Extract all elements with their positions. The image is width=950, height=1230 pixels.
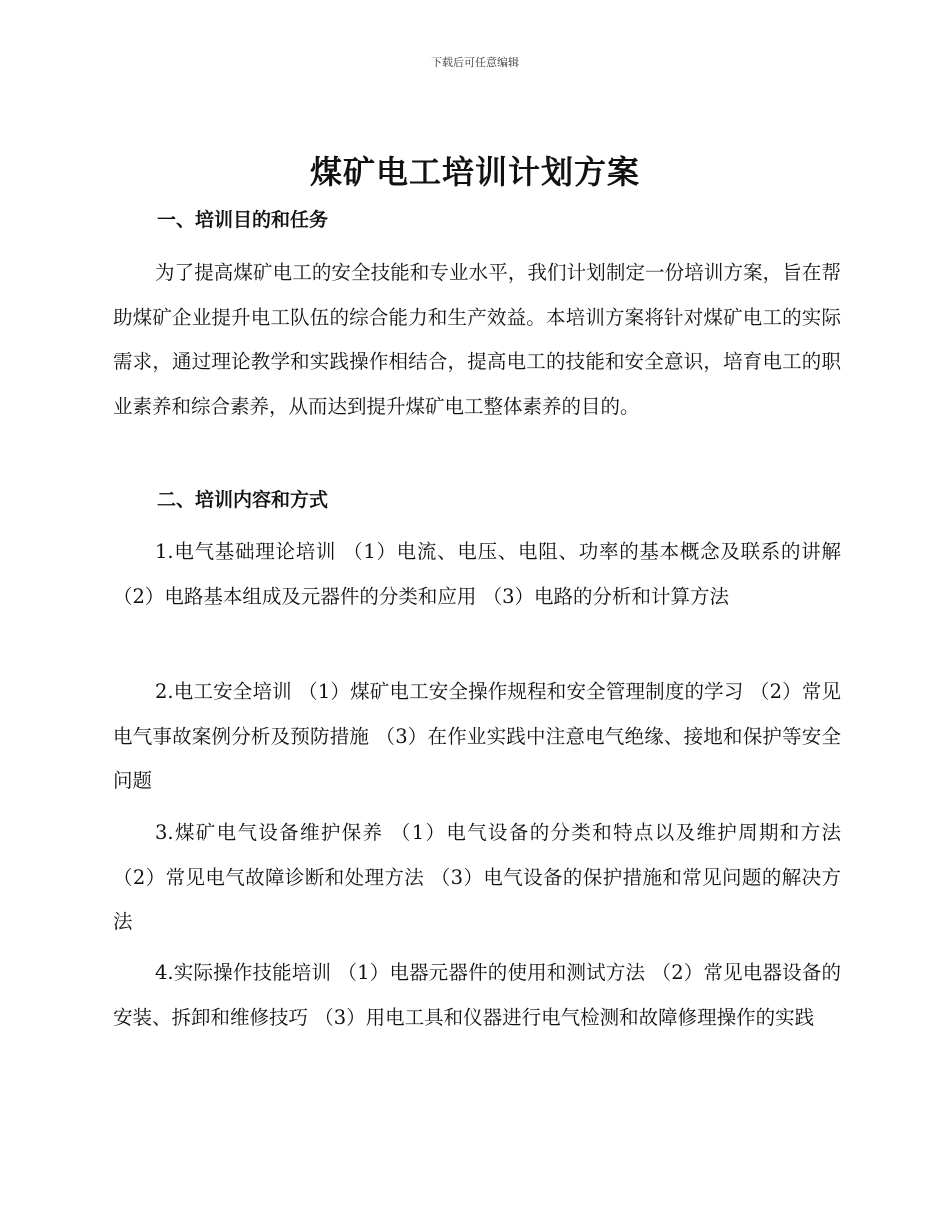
paragraph-electrical-theory: 1.电气基础理论培训 （1）电流、电压、电阻、功率的基本概念及联系的讲解 （2）电路基本组成及元器件的分类和应用 （3）电路的分析和计算方法 [113, 540, 841, 608]
document-title: 煤矿电工培训计划方案 [309, 153, 640, 191]
paragraph-practical-skills: 4.实际操作技能培训 （1）电器元器件的使用和测试方法 （2）常见电器设备的安装、拆卸和维修技巧 （3）用电工具和仪器进行电气检测和故障修理操作的实践 [113, 961, 841, 1029]
paragraph-equipment-maintenance: 3.煤矿电气设备维护保养 （1）电气设备的分类和特点以及维护周期和方法 （2）常见电气故障诊断和处理方法 （3）电气设备的保护措施和常见问题的解决方法 [113, 821, 841, 933]
section-heading-purpose: 一、培训目的和任务 [157, 209, 329, 231]
section-heading-content: 二、培训内容和方式 [157, 489, 329, 511]
paragraph-safety-training: 2.电工安全培训 （1）煤矿电工安全操作规程和安全管理制度的学习 （2）常见电气事故案例分析及预防措施 （3）在作业实践中注意电气绝缘、接地和保护等安全问题 [113, 680, 841, 792]
page-header-note: 下载后可任意编辑 [431, 56, 519, 69]
paragraph-purpose: 为了提高煤矿电工的安全技能和专业水平，我们计划制定一份培训方案，旨在帮助煤矿企业提升电工队伍的综合能力和生产效益。本培训方案将针对煤矿电工的实际需求，通过理论教学和实践操作相结合，提高电工的技能和安全意识，培育电工的职业素养和综合素养，从而达到提升煤矿电工整体素养的目的。 [113, 261, 841, 418]
